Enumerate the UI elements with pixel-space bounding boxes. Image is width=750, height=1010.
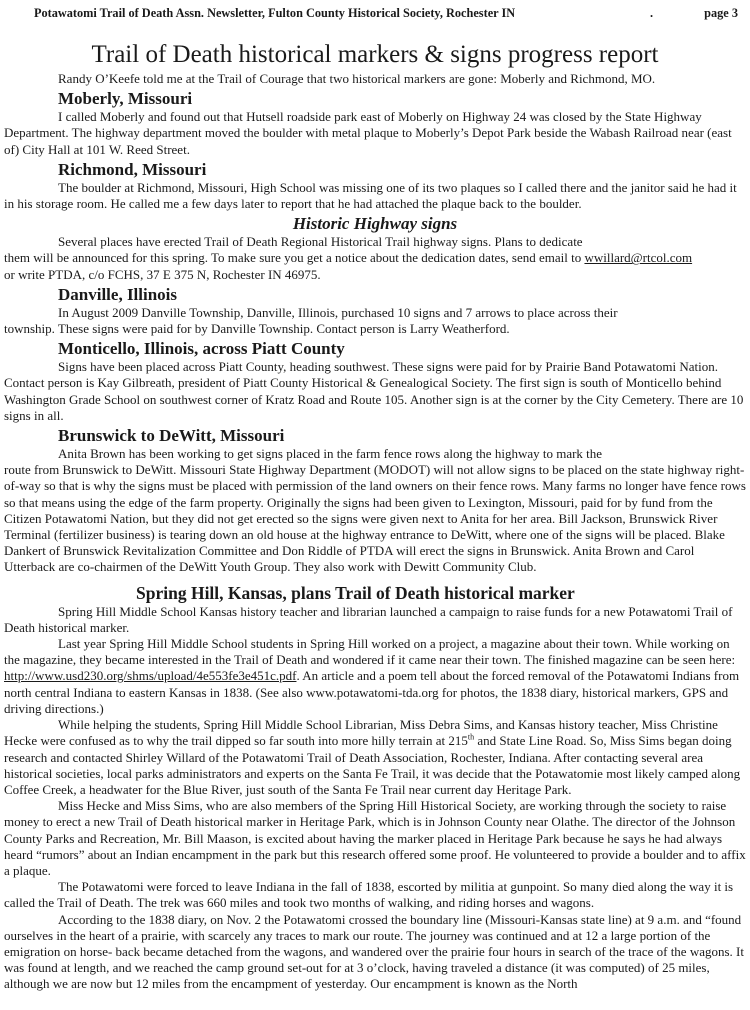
danville-line-1: In August 2009 Danville Township, Danville, Illinois, purchased 10 signs and 7 arrows to place across their: [58, 304, 618, 320]
running-header: [34, 6, 744, 22]
paragraph-spring-hill-5: The Potawatomi were forced to leave Indiana in the fall of 1838, escorted by militia at gunpoint. So many died along the way it is called the Trail of Death. The trek was 660 miles and took two months of walking, and riding horses and wagons.: [4, 879, 734, 911]
heading-brunswick: Brunswick to DeWitt, Missouri: [58, 426, 285, 446]
paragraph-danville: [4, 305, 746, 337]
paragraph-spring-hill-2: [4, 636, 746, 717]
paragraph-spring-hill-1: Spring Hill Middle School Kansas history teacher and librarian launched a campaign to raise funds for a new Potawatomi Trail of Death historical marker.: [4, 603, 733, 635]
paragraph-monticello: Signs have been placed across Piatt County, heading southwest. These signs were paid for by Prairie Band Potawatomi Nation. Contact person is Kay Gilbreath, president of Piatt County Historical & Genealogical Society. The first sign is south of Monticello behind Washington Grade School on southwest corner of Kratz Road and Route 105. Another sign is at the corner by the City Cemetery. There are 10 signs in all.: [4, 359, 744, 423]
heading-moberly: Moberly, Missouri: [58, 89, 193, 109]
highway-line-1: Several places have erected Trail of Death Regional Historical Trail highway signs. Plans to dedicate: [58, 234, 583, 250]
paragraph-spring-hill-4: Miss Hecke and Miss Sims, who are also members of the Spring Hill Historical Society, are working through the society to raise money to erect a new Trail of Death historical marker in Heritage Park, which is in Johnson County near Olathe. The director of the Johnson County Parks and Recreation, Mr. Bill Maason, is excited about having the marker placed in Heritage Park because he says he had always heard “rumors” about an Indian encampment in the park but this research offered some proof. He volunteered to provide a boulder and to affix a plaque.: [4, 798, 746, 878]
spring-hill-3-text-b: and State Line Road. So, Miss Sims began doing research and contacted Shirley Willard of the Potawatomi Trail of Death Association, Rochester, Indiana. After contacting several area historical societies, local parks administrators and experts on the Santa Fe Trail, it was decide that the Potawatomie most likely camped along Coffee Creek, a headwater for the Blue River, just south of the Santa Fe Trail near current day Heritage Park.: [4, 733, 741, 797]
heading-danville: Danville, Illinois: [58, 284, 178, 304]
superscript-th: th: [467, 732, 475, 742]
brunswick-rest: route from Brunswick to DeWitt. Missouri State Highway Department (MODOT) will not allow signs to be placed on the state highway right-of-way so that is why the signs must be placed with permission of the land owners on their fence rows. Many farms no longer have fence rows so that means using the edge of the farm property. Originally the signs had been given to Lexington, Missouri, paid for by fund from the Citizen Potawatomi Nation, but they did not get erected so the signs were given next to Anita for her area. Bill Jackson, Brunswick River Terminal (fertilizer business) is tearing down an old house at the highway entrance to DeWitt, where one of the signs will be placed. Blake Dankert of Brunswick Revitalization Committee and Don Riddle of PTDA will erect the signs in Brunswick. Anita Brown and Carol Utterback are co-chairmen of the DeWitt Youth Group. They also work with Dewitt Community Club.: [4, 462, 746, 575]
heading-spring-hill: Spring Hill, Kansas, plans Trail of Death historical marker: [136, 582, 575, 603]
intro-paragraph: Randy O’Keefe told me at the Trail of Courage that two historical markers are gone: Moberly and Richmond, MO.: [58, 71, 656, 86]
header-dot: .: [650, 6, 654, 20]
highway-line-2: [4, 250, 746, 266]
email-link[interactable]: wwillard@rtcol.com: [584, 250, 693, 266]
paragraph-brunswick: [4, 446, 746, 576]
article-body: [4, 71, 746, 993]
spring-hill-2-text-b: . An article and a poem tell about the forced removal of the Potawatomi Indians from north central Indiana to eastern Kansas in 1838. (See also www.potawatomi-tda.org for photos, the 1838 diary, historical markers, GPS and driving directions.): [4, 668, 740, 716]
highway-line-2-text: them will be announced for this spring. To make sure you get a notice about the dedication dates, send email to: [4, 250, 585, 266]
danville-line-2: township. These signs were paid for by Danville Township. Contact person is Larry Weatherford.: [4, 321, 510, 337]
page-title: Trail of Death historical markers & signs progress report: [91, 41, 659, 68]
spring-hill-3-text-a: While helping the students, Spring Hill Middle School Librarian, Miss Debra Sims, and Kansas history teacher, Miss Christine Hecke were confused as to why the trail dipped so far south into more hilly terrain at 215: [4, 717, 718, 749]
paragraph-highway-signs: [4, 234, 746, 283]
heading-richmond: Richmond, Missouri: [58, 159, 207, 179]
brunswick-line-1: Anita Brown has been working to get signs placed in the farm fence rows along the highway to mark the: [58, 446, 603, 462]
paragraph-spring-hill-3: [4, 717, 746, 798]
highway-line-3: or write PTDA, c/o FCHS, 37 E 375 N, Rochester IN 46975.: [4, 266, 321, 282]
paragraph-spring-hill-6: According to the 1838 diary, on Nov. 2 the Potawatomi crossed the boundary line (Missouri-Kansas state line) at 9 a.m. and “found ourselves in the heart of a prairie, with scarcely any traces to mark our route. The journey was continued and at 12 a large portion of the emigration on horse- back became detached from the wagons, and wandered over the prairie four hours in search of the trace of the wagons. It was found at length, and we reached the camp ground set-out for at 3 o’clock, having traveled a distance (it was computed) of 25 miles, although we are now but 12 miles from the encampment of yesterday. Our encampment is known as the North: [4, 911, 744, 992]
paragraph-richmond: The boulder at Richmond, Missouri, High School was missing one of its two plaques so I called there and the janitor said he had it in his storage room. He called me a few days later to report that he had attached the plaque back to the boulder.: [4, 179, 737, 212]
page-number: page 3: [704, 6, 738, 20]
heading-historic-highway-signs: Historic Highway signs: [292, 214, 458, 234]
magazine-link[interactable]: http://www.usd230.org/shms/upload/4e553fe3e451c.pdf: [4, 668, 297, 684]
heading-monticello: Monticello, Illinois, across Piatt County: [58, 339, 345, 359]
spring-hill-2-text-a: Last year Spring Hill Middle School students in Spring Hill worked on a project, a magazine about their town. While working on the magazine, they became interested in the Trail of Death and wondered if it came near their town. The finished magazine can be seen here:: [4, 636, 736, 668]
paragraph-moberly: I called Moberly and found out that Hutsell roadside park east of Moberly on Highway 24 was closed by the State Highway Department. The highway department moved the boulder with metal plaque to Moberly’s Depot Park beside the Wabash Railroad near (east of) City Hall at 101 W. Reed Street.: [4, 109, 732, 157]
header-publication: Potawatomi Trail of Death Assn. Newsletter, Fulton County Historical Society, Rochester IN: [34, 6, 516, 20]
